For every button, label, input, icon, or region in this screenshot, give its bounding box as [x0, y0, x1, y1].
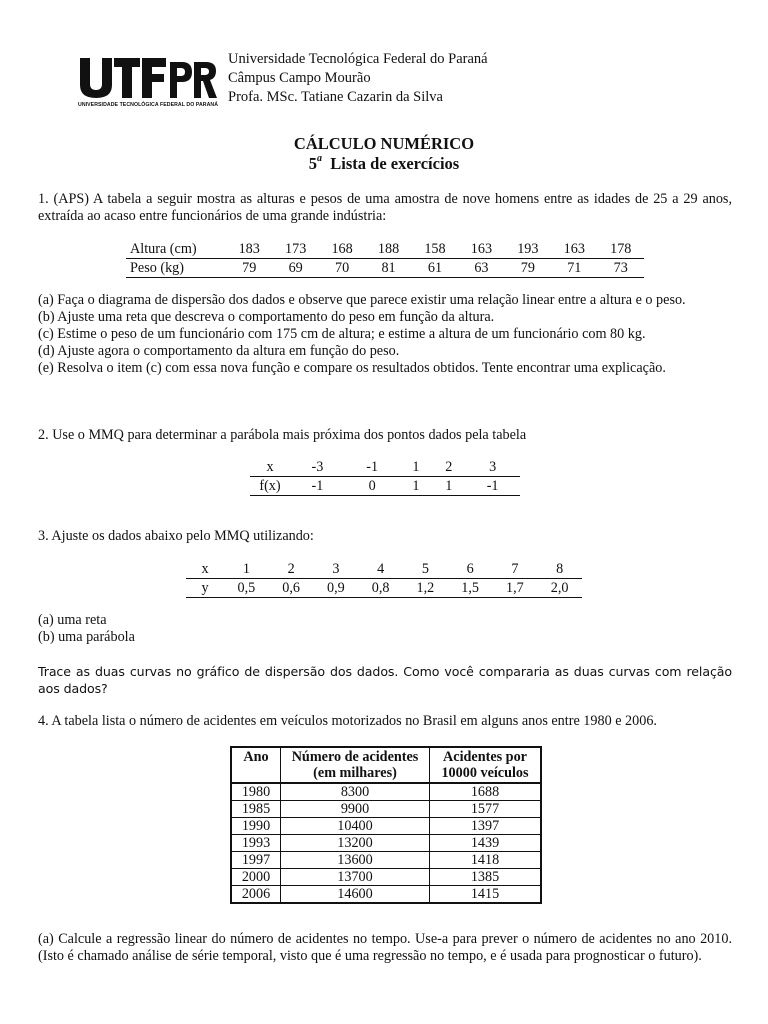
list-number-superscript: a: [317, 152, 323, 164]
institution-block: [228, 50, 488, 107]
q1-item-a: (a) Faça o diagrama de dispersão dos dados e observe que parece existir uma relação linear entre a altura e o peso.: [38, 292, 686, 308]
table-cell: 79: [226, 259, 272, 278]
q4-item-a: (a) Calcule a regressão linear do número de acidentes no tempo. Use-a para prever o número de acidentes no ano 2010. (Isto é chamado análise de série temporal, visto que é uma regressão no tempo, e é usada para prognosticar o futuro).: [38, 931, 732, 964]
table-row: [231, 869, 541, 886]
cell-rate: 1688: [430, 783, 542, 801]
table-row: [186, 579, 582, 598]
q3-item-a: (a) uma reta: [38, 612, 107, 628]
table-cell: 1,7: [493, 579, 538, 598]
campus-name: Câmpus Campo Mourão: [228, 70, 371, 86]
header-accidents-line2: (em milhares): [313, 765, 397, 781]
row-label: Peso (kg): [126, 259, 226, 278]
table-cell: -1: [345, 458, 400, 477]
q3-item-b: (b) uma parábola: [38, 629, 135, 645]
q1-statement: 1. (APS) A tabela a seguir mostra as alturas e pesos de uma amostra de nove homens entre as idades de 25 a 29 anos, extraída ao acaso entre funcionários de uma grande indústria:: [38, 191, 732, 224]
table-cell: 61: [412, 259, 458, 278]
cell-accidents: 14600: [281, 886, 430, 904]
table-cell: 4: [358, 560, 403, 579]
q4-accidents-table: [230, 746, 542, 904]
table-row: [250, 458, 520, 477]
cell-rate: 1439: [430, 835, 542, 852]
table-cell: 193: [505, 240, 551, 259]
q1-data-table: [126, 240, 644, 278]
cell-rate: 1418: [430, 852, 542, 869]
row-label: f(x): [250, 477, 290, 496]
table-row: [231, 801, 541, 818]
table-row: [231, 835, 541, 852]
table-cell: 5: [403, 560, 448, 579]
cell-year: 1990: [231, 818, 281, 835]
q2-statement: 2. Use o MMQ para determinar a parábola mais próxima dos pontos dados pela tabela: [38, 427, 527, 443]
header-rate-line2: 10000 veículos: [441, 765, 529, 781]
professor-name: Profa. MSc. Tatiane Cazarin da Silva: [228, 89, 443, 105]
cell-rate: 1415: [430, 886, 542, 904]
table-cell: 73: [598, 259, 645, 278]
table-header-row: [231, 747, 541, 783]
cell-rate: 1397: [430, 818, 542, 835]
list-number: 5: [308, 154, 318, 173]
cell-accidents: 10400: [281, 818, 430, 835]
table-cell: 188: [365, 240, 411, 259]
table-cell: 70: [319, 259, 365, 278]
table-cell: 163: [551, 240, 597, 259]
list-title: [0, 154, 768, 174]
cell-accidents: 13200: [281, 835, 430, 852]
q1-item-b: (b) Ajuste uma reta que descreva o comportamento do peso em função da altura.: [38, 309, 495, 325]
q1-item-c: (c) Estime o peso de um funcionário com 175 cm de altura; e estime a altura de um funcionário com 80 kg.: [38, 326, 646, 342]
q2-data-table: [250, 458, 520, 496]
q3-items: [38, 612, 732, 646]
q3-note: Trace as duas curvas no gráfico de dispersão dos dados. Como você compararia as duas curvas com relação aos dados?: [38, 664, 732, 696]
q1-items: [38, 292, 732, 377]
table-cell: 71: [551, 259, 597, 278]
header-year: Ano: [231, 747, 281, 783]
table-cell: 0,6: [269, 579, 314, 598]
q3-data-table: [186, 560, 582, 598]
table-cell: 0: [345, 477, 400, 496]
row-label: x: [186, 560, 224, 579]
logo-subtitle: UNIVERSIDADE TECNOLÓGICA FEDERAL DO PARANÁ: [78, 102, 218, 108]
header-rate-line1: Acidentes por: [443, 749, 527, 765]
row-label: Altura (cm): [126, 240, 226, 259]
table-row: [126, 259, 644, 278]
row-label: x: [250, 458, 290, 477]
table-row: [126, 240, 644, 259]
table-cell: 3: [314, 560, 359, 579]
table-row: [231, 818, 541, 835]
cell-year: 2000: [231, 869, 281, 886]
header-accidents-line1: Número de acidentes: [291, 749, 419, 765]
cell-accidents: 13600: [281, 852, 430, 869]
row-label: y: [186, 579, 224, 598]
table-cell: 0,9: [314, 579, 359, 598]
table-cell: 163: [458, 240, 504, 259]
cell-year: 1993: [231, 835, 281, 852]
table-cell: 178: [598, 240, 645, 259]
header-accidents: [281, 747, 430, 783]
table-cell: 1,2: [403, 579, 448, 598]
table-cell: 6: [448, 560, 493, 579]
cell-year: 2006: [231, 886, 281, 904]
table-cell: 173: [272, 240, 318, 259]
utfpr-logo: [78, 54, 218, 108]
table-cell: 81: [365, 259, 411, 278]
table-cell: 1: [432, 477, 465, 496]
table-cell: 79: [505, 259, 551, 278]
cell-rate: 1577: [430, 801, 542, 818]
table-cell: 69: [272, 259, 318, 278]
table-cell: 2: [432, 458, 465, 477]
table-cell: 1: [400, 458, 433, 477]
table-cell: -1: [465, 477, 520, 496]
table-cell: 0,5: [224, 579, 269, 598]
table-row: [231, 886, 541, 904]
table-cell: 158: [412, 240, 458, 259]
table-cell: 2: [269, 560, 314, 579]
institution-name: Universidade Tecnológica Federal do Paraná: [228, 51, 488, 67]
table-cell: 3: [465, 458, 520, 477]
table-cell: -3: [290, 458, 345, 477]
table-cell: 168: [319, 240, 365, 259]
list-label: Lista de exercícios: [330, 154, 460, 173]
cell-year: 1985: [231, 801, 281, 818]
cell-year: 1997: [231, 852, 281, 869]
cell-year: 1980: [231, 783, 281, 801]
q4-statement: 4. A tabela lista o número de acidentes em veículos motorizados no Brasil em alguns anos entre 1980 e 2006.: [38, 713, 657, 729]
header-rate: [430, 747, 542, 783]
table-cell: -1: [290, 477, 345, 496]
table-cell: 8: [537, 560, 582, 579]
cell-accidents: 8300: [281, 783, 430, 801]
table-cell: 1,5: [448, 579, 493, 598]
table-cell: 2,0: [537, 579, 582, 598]
table-row: [231, 852, 541, 869]
table-cell: 63: [458, 259, 504, 278]
table-row: [250, 477, 520, 496]
table-row: [186, 560, 582, 579]
table-cell: 0,8: [358, 579, 403, 598]
q1-item-e: (e) Resolva o item (c) com essa nova função e compare os resultados obtidos. Tente encontrar uma explicação.: [38, 360, 666, 376]
cell-accidents: 9900: [281, 801, 430, 818]
q3-statement: 3. Ajuste os dados abaixo pelo MMQ utilizando:: [38, 528, 314, 544]
table-cell: 7: [493, 560, 538, 579]
table-cell: 1: [400, 477, 433, 496]
table-cell: 1: [224, 560, 269, 579]
cell-rate: 1385: [430, 869, 542, 886]
table-row: [231, 783, 541, 801]
q1-item-d: (d) Ajuste agora o comportamento da altura em função do peso.: [38, 343, 400, 359]
table-cell: 183: [226, 240, 272, 259]
cell-accidents: 13700: [281, 869, 430, 886]
course-title: CÁLCULO NUMÉRICO: [293, 134, 475, 153]
